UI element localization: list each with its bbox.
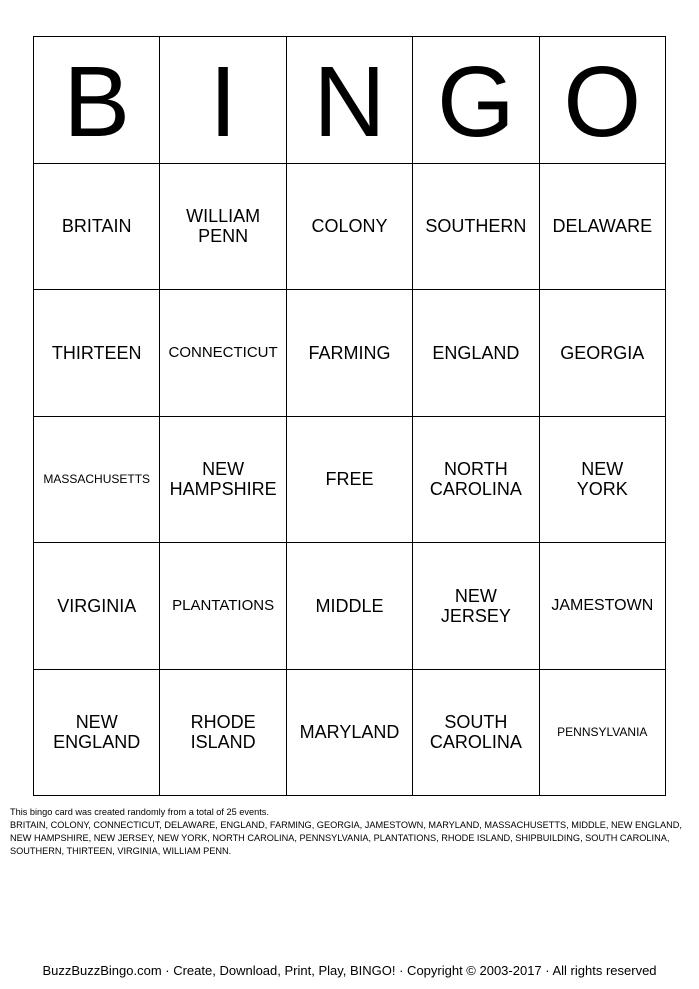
bingo-cell: NORTH CAROLINA (413, 417, 539, 544)
bingo-cell: NEW JERSEY (413, 543, 539, 670)
bingo-cell: VIRGINIA (34, 543, 160, 670)
bingo-cell: FREE (287, 417, 413, 544)
bingo-cell: RHODE ISLAND (160, 670, 286, 797)
bingo-cell: PLANTATIONS (160, 543, 286, 670)
bingo-cell: JAMESTOWN (540, 543, 666, 670)
bingo-cell: NEW HAMPSHIRE (160, 417, 286, 544)
header-letter-b: B (34, 37, 160, 164)
bingo-cell: MIDDLE (287, 543, 413, 670)
bingo-cell: SOUTHERN (413, 164, 539, 291)
event-list: BRITAIN, COLONY, CONNECTICUT, DELAWARE, ENGLAND, FARMING, GEORGIA, JAMESTOWN, MARYLAND, MASSACHUSETTS, MIDDLE, NEW ENGLAND, NEW HAMPSHIRE, NEW JERSEY, NEW YORK, NORTH CAROLINA, PENNSYLVANIA, PLANTATIONS, RHODE ISLAND, SHIPBUILDING, SOUTH CAROLINA, SOUTHERN, THIRTEEN, VIRGINIA, WILLIAM PENN. (10, 820, 682, 856)
bingo-cell: SOUTH CAROLINA (413, 670, 539, 797)
header-letter-n: N (287, 37, 413, 164)
header-letter-g: G (413, 37, 539, 164)
bingo-cell: NEW ENGLAND (34, 670, 160, 797)
event-list-intro: This bingo card was created randomly from a total of 25 events. (10, 807, 269, 817)
bingo-cell: CONNECTICUT (160, 290, 286, 417)
bingo-cell: FARMING (287, 290, 413, 417)
bingo-cell: MARYLAND (287, 670, 413, 797)
bingo-cell: NEW YORK (540, 417, 666, 544)
bingo-cell: BRITAIN (34, 164, 160, 291)
bingo-cell: WILLIAM PENN (160, 164, 286, 291)
bingo-cell: COLONY (287, 164, 413, 291)
event-list-note (10, 806, 690, 858)
bingo-cell: DELAWARE (540, 164, 666, 291)
copyright-footer: BuzzBuzzBingo.com · Create, Download, Print, Play, BINGO! · Copyright © 2003-2017 · All rights reserved (42, 963, 657, 978)
header-letter-i: I (160, 37, 286, 164)
bingo-card (33, 36, 666, 796)
bingo-cell: MASSACHUSETTS (34, 417, 160, 544)
header-letter-o: O (540, 37, 666, 164)
bingo-cell: GEORGIA (540, 290, 666, 417)
bingo-cell: ENGLAND (413, 290, 539, 417)
bingo-cell: THIRTEEN (34, 290, 160, 417)
bingo-cell: PENNSYLVANIA (540, 670, 666, 797)
